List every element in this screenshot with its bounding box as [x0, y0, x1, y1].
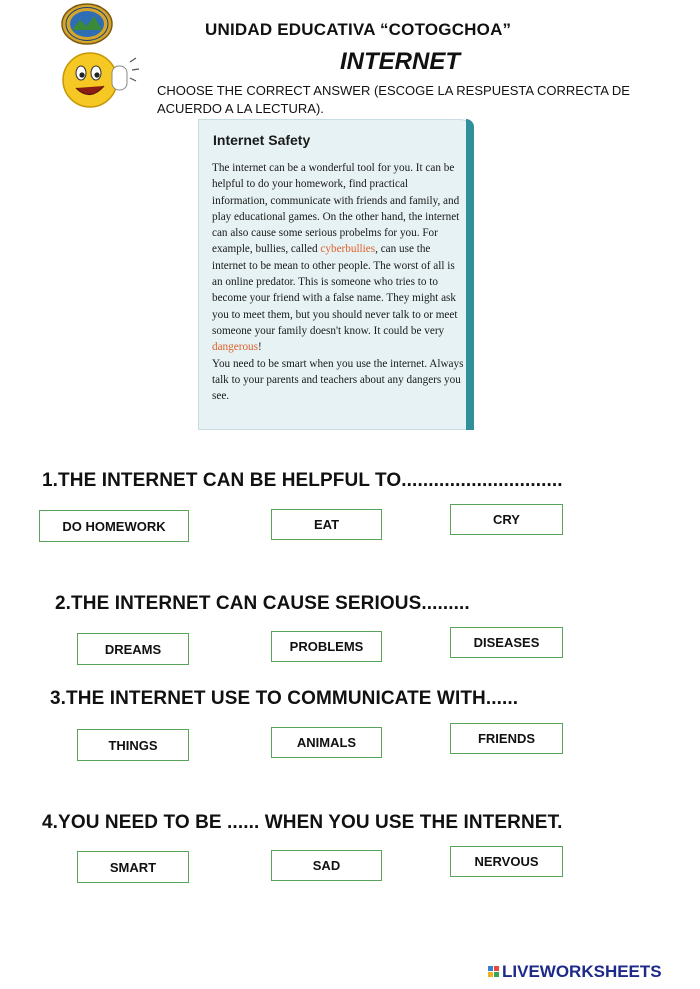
- q2-option-dreams[interactable]: DREAMS: [77, 633, 189, 665]
- q4-option-sad[interactable]: SAD: [271, 850, 382, 881]
- reading-text-part-2: , can use the internet to be mean to other people. The worst of all is an online predator. This is someone who tries to to become your friend with a false name. They might ask you to meet them, but you should never talk to or meet someone your family doesn't know. It could be very: [212, 243, 458, 337]
- q3-option-animals[interactable]: ANIMALS: [271, 727, 382, 758]
- q2-option-diseases[interactable]: DISEASES: [450, 627, 563, 658]
- q2-option-problems[interactable]: PROBLEMS: [271, 631, 382, 662]
- question-3-text: 3.THE INTERNET USE TO COMMUNICATE WITH......: [50, 688, 519, 709]
- question-1-text: 1.THE INTERNET CAN BE HELPFUL TO..............................: [42, 470, 563, 491]
- q4-option-smart[interactable]: SMART: [77, 851, 189, 883]
- q1-option-cry[interactable]: CRY: [450, 504, 563, 535]
- q3-option-friends[interactable]: FRIENDS: [450, 723, 563, 754]
- reading-title: Internet Safety: [213, 132, 311, 148]
- liveworksheets-brand: [488, 962, 662, 982]
- instructions-text: CHOOSE THE CORRECT ANSWER (ESCOGE LA RESPUESTA CORRECTA DE ACUERDO A LA LECTURA).: [157, 83, 630, 116]
- highlight-cyberbullies: cyberbullies: [320, 243, 376, 256]
- q3-option-things[interactable]: THINGS: [77, 729, 189, 761]
- reading-text-part-3: !: [257, 341, 262, 354]
- q4-option-nervous[interactable]: NERVOUS: [450, 846, 563, 877]
- question-4-text: 4.YOU NEED TO BE ...... WHEN YOU USE THE INTERNET.: [42, 812, 563, 833]
- smiley-face-icon: [60, 48, 150, 110]
- school-name: UNIDAD EDUCATIVA “COTOGCHOA”: [205, 20, 512, 39]
- liveworksheets-brand-text: LIVEWORKSHEETS: [502, 962, 662, 981]
- highlight-dangerous: dangerous: [212, 341, 258, 354]
- reading-text-part-4: You need to be smart when you use the internet. Always talk to your parents and teachers about any dangers you see.: [212, 357, 464, 403]
- school-seal-logo: [60, 2, 114, 46]
- liveworksheets-logo-icon: [488, 963, 500, 975]
- question-2-text: 2.THE INTERNET CAN CAUSE SERIOUS.........: [55, 593, 470, 614]
- reading-body: [212, 160, 464, 404]
- q1-option-eat[interactable]: EAT: [271, 509, 382, 540]
- reading-passage-box: [198, 119, 474, 430]
- q1-option-do-homework[interactable]: DO HOMEWORK: [39, 510, 189, 542]
- reading-text-part-1: The internet can be a wonderful tool for you. It can be helpful to do your homework, find practical information, communicate with friends and family, and play educational games. On the other hand, the internet can also cause some serious probelms for you. For example, bullies, called: [212, 162, 460, 256]
- page-title: INTERNET: [340, 48, 460, 75]
